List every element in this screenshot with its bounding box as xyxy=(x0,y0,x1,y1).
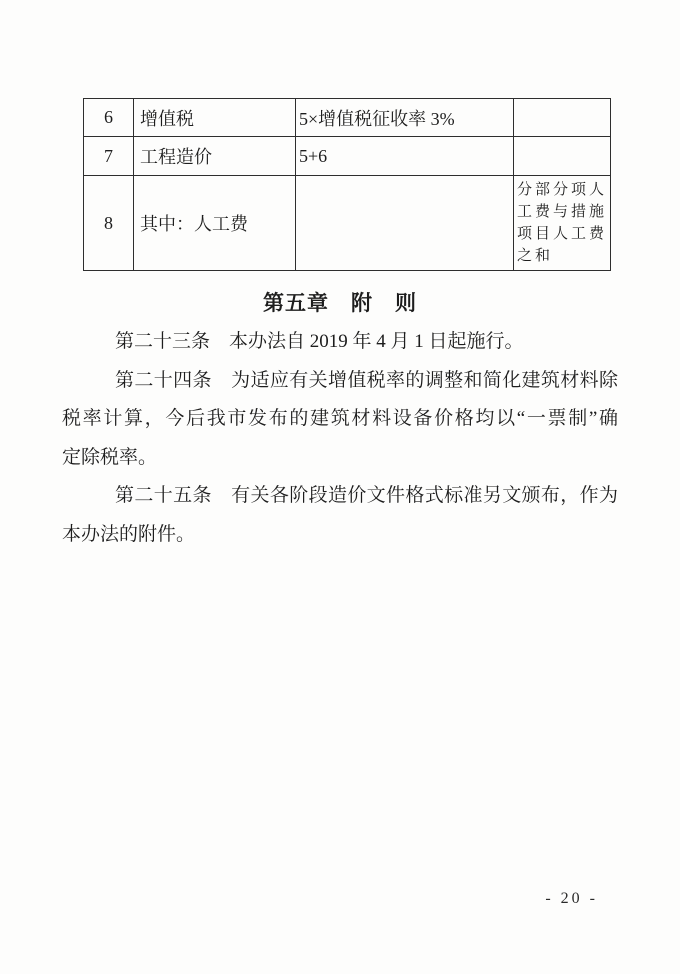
paragraph-line-article-25-end: 本办法的附件。 xyxy=(62,523,196,545)
note-cell: 分部分项人工费与措施项目人工费之和 xyxy=(514,176,611,271)
paragraph-line-article-24-cont: 税率计算，今后我市发布的建筑材料设备价格均以“一票制”确 xyxy=(62,408,618,429)
body-text xyxy=(62,323,618,554)
item-name-cell: 增值税 xyxy=(134,99,296,137)
paragraph-line-article-23: 第二十三条 本办法自 2019 年 4 月 1 日起施行。 xyxy=(115,331,524,352)
row-number-cell: 7 xyxy=(84,137,134,176)
table-row xyxy=(84,137,611,176)
note-cell xyxy=(514,137,611,176)
row-number-cell: 6 xyxy=(84,99,134,137)
table-row xyxy=(84,176,611,271)
item-name-cell: 工程造价 xyxy=(134,137,296,176)
page-number: - 20 - xyxy=(545,890,598,907)
table-row xyxy=(84,99,611,137)
cost-calculation-table xyxy=(83,98,611,271)
formula-cell xyxy=(296,176,514,271)
paragraph-line-article-24-end: 定除税率。 xyxy=(62,446,158,468)
paragraph-line-article-24: 第二十四条 为适应有关增值税率的调整和简化建筑材料除 xyxy=(115,369,618,391)
row-number-cell: 8 xyxy=(84,176,134,271)
paragraph-line-article-25: 第二十五条 有关各阶段造价文件格式标准另文颁布，作为 xyxy=(115,485,618,506)
formula-cell: 5×增值税征收率 3% xyxy=(296,99,514,137)
formula-cell: 5+6 xyxy=(296,137,514,176)
note-cell xyxy=(514,99,611,137)
chapter-heading: 第五章 附 则 xyxy=(263,291,417,315)
item-name-cell: 其中：人工费 xyxy=(134,176,296,271)
